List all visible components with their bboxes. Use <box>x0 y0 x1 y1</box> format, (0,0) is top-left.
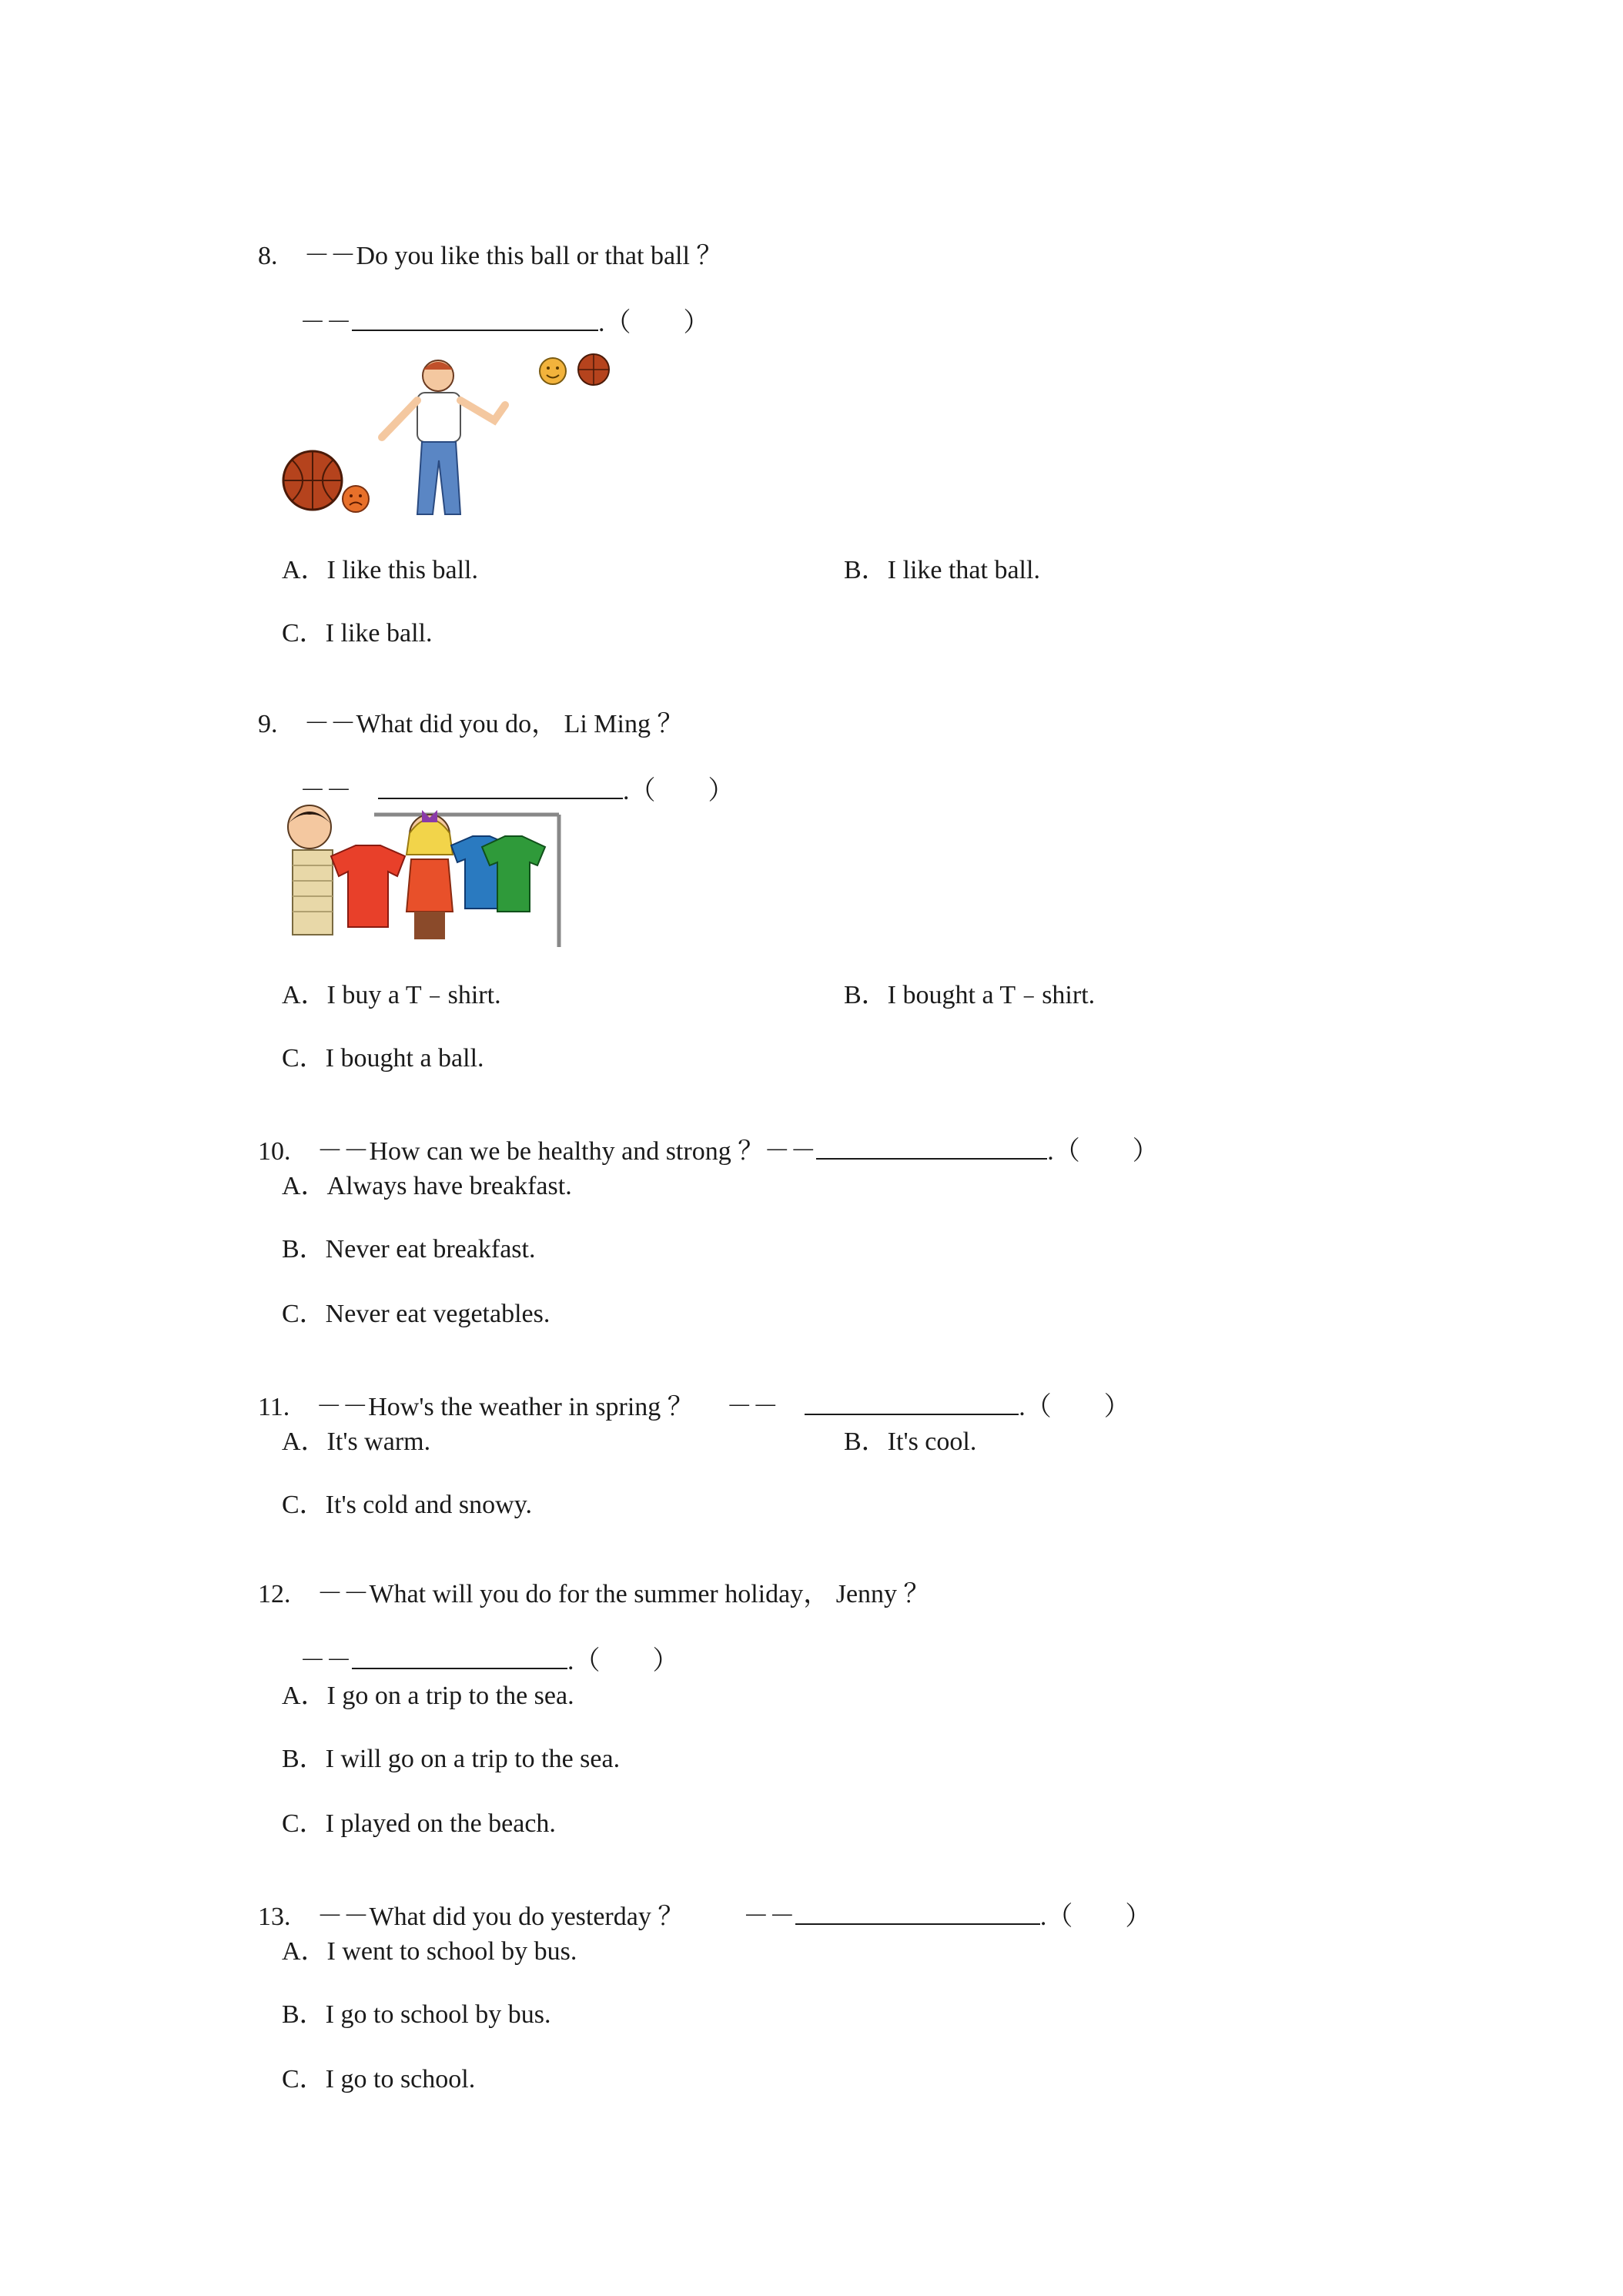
answer-prefix: －－ <box>300 309 352 337</box>
option-8-c[interactable]: C．I like ball. <box>282 619 433 648</box>
question-prompt: －－How's the weather in spring ？ －－ <box>316 1393 779 1421</box>
tshirt-shopping-illustration <box>282 796 571 950</box>
question-8 <box>245 217 722 269</box>
answer-line-8 <box>286 280 710 336</box>
option-10-b[interactable]: B．Never eat breakfast. <box>282 1235 536 1263</box>
question-10 <box>245 1109 1159 1165</box>
answer-line-12 <box>286 1618 679 1675</box>
answer-paren[interactable]: .（ ） <box>598 309 710 337</box>
option-9-c[interactable]: C．I bought a ball. <box>282 1044 484 1073</box>
option-13-c[interactable]: C．I go to school. <box>282 2065 476 2094</box>
ball-choice-illustration <box>282 345 616 519</box>
answer-paren[interactable]: .（ ） <box>623 777 735 805</box>
option-11-a[interactable]: A．It's warm. <box>282 1427 431 1456</box>
question-prompt: －－What did you do， Li Ming ？ <box>303 710 684 738</box>
answer-blank[interactable] <box>352 1645 567 1669</box>
question-prompt: －－What did you do yesterday ？ －－ <box>316 1903 795 1931</box>
option-8-b[interactable]: B．I like that ball. <box>844 556 1040 584</box>
question-number: 12. <box>258 1580 291 1608</box>
question-number: 9. <box>258 710 278 738</box>
answer-blank[interactable] <box>805 1391 1019 1415</box>
question-number: 11. <box>258 1393 290 1421</box>
option-12-a[interactable]: A．I go on a trip to the sea. <box>282 1682 574 1710</box>
option-13-a[interactable]: A．I went to school by bus. <box>282 1937 577 1966</box>
answer-paren[interactable]: .（ ） <box>567 1647 679 1675</box>
question-12 <box>245 1555 930 1608</box>
option-12-b[interactable]: B．I will go on a trip to the sea. <box>282 1745 621 1773</box>
option-13-b[interactable]: B．I go to school by bus. <box>282 2000 551 2029</box>
option-11-c[interactable]: C．It's cold and snowy. <box>282 1491 533 1519</box>
question-prompt: －－What will you do for the summer holiday， Jenny ？ <box>316 1580 930 1608</box>
option-11-b[interactable]: B．It's cool. <box>844 1427 977 1456</box>
option-12-c[interactable]: C．I played on the beach. <box>282 1809 556 1838</box>
answer-blank[interactable] <box>816 1135 1047 1160</box>
option-10-c[interactable]: C．Never eat vegetables. <box>282 1300 550 1328</box>
question-number: 10. <box>258 1137 291 1166</box>
option-10-a[interactable]: A．Always have breakfast. <box>282 1172 572 1200</box>
option-9-b[interactable]: B．I bought a T﹣shirt. <box>844 981 1096 1009</box>
question-9 <box>245 685 683 738</box>
answer-paren[interactable]: .（ ） <box>1039 1903 1152 1931</box>
answer-paren[interactable]: .（ ） <box>1019 1393 1130 1421</box>
question-prompt: －－Do you like this ball or that ball ？ <box>303 242 723 270</box>
option-9-a[interactable]: A．I buy a T﹣shirt. <box>282 981 501 1009</box>
question-13 <box>245 1874 1151 1930</box>
answer-paren[interactable]: .（ ） <box>1047 1137 1159 1166</box>
answer-blank[interactable] <box>795 1900 1040 1925</box>
question-number: 13. <box>258 1903 291 1931</box>
question-number: 8. <box>258 242 278 270</box>
answer-prefix: －－ <box>300 1647 352 1675</box>
answer-blank[interactable] <box>352 306 598 331</box>
option-8-a[interactable]: A．I like this ball. <box>282 556 478 584</box>
question-11 <box>245 1364 1130 1421</box>
answer-prefix: －－ <box>300 777 352 805</box>
question-prompt: －－How can we be healthy and strong ？－－ <box>316 1137 817 1166</box>
